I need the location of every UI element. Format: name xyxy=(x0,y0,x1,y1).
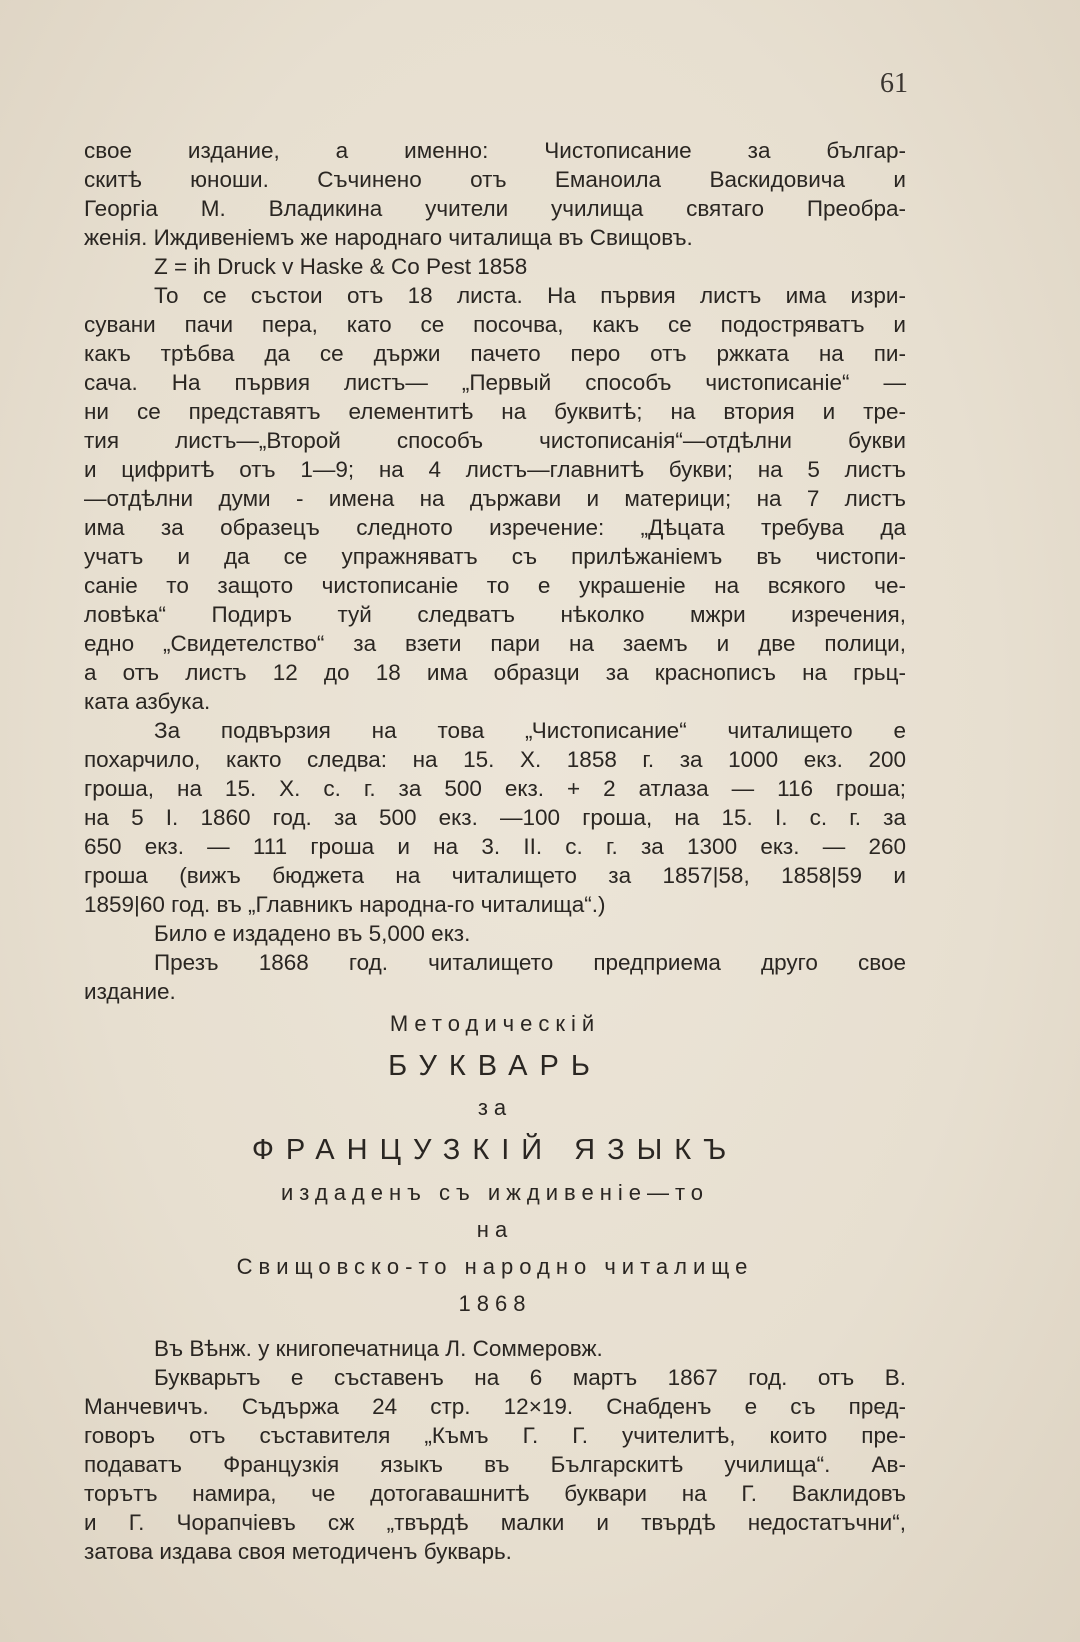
book-title-main: ФРАНЦУЗКІЙ ЯЗЫКЪ xyxy=(251,1134,739,1166)
text-line: Въ Вѣнж. у книгопечатница Л. Соммеровж. xyxy=(154,1336,603,1361)
text-line: свое издание, а именно: Чистописание за българ- xyxy=(84,138,906,163)
text-line: 1859|60 год. въ „Главникъ народна-го читалища“.) xyxy=(84,892,606,917)
text-line: издание. xyxy=(84,979,176,1004)
text-line: учатъ и да се упражняватъ съ прилѣжаніемъ въ чистопи- xyxy=(84,544,906,569)
text-line: и цифритѣ отъ 1—9; на 4 листъ—главнитѣ букви; на 5 листъ xyxy=(84,457,906,482)
page-number: 61 xyxy=(880,68,908,99)
text-line: какъ трѣбва да се държи пачето перо отъ ржката на пи- xyxy=(84,341,906,366)
book-title-line: Методическій xyxy=(389,1011,601,1036)
text-line: За подвързия на това „Чистописание“ читалището е xyxy=(154,718,906,743)
text-line: едно „Свидетелство“ за взети пари на заемъ и две полици, xyxy=(84,631,906,656)
book-title-line: за xyxy=(477,1095,513,1120)
book-title-line: издаденъ съ иждивеніе—то xyxy=(280,1180,710,1205)
text-line: Манчевичъ. Съдържа 24 стр. 12×19. Снабденъ е съ пред- xyxy=(84,1394,906,1419)
text-line: тия листъ—„Второй способъ чистописанія“—отдѣлни букви xyxy=(84,428,906,453)
text-line: гроша (вижъ бюджета на читалището за 1857|58, 1858|59 и xyxy=(84,863,906,888)
text-line: саніе то защото чистописаніе то е украшеніе на всякого че- xyxy=(84,573,906,598)
text-line: торътъ намира, че дотогавашнитѣ буквари на Г. Ваклидовъ xyxy=(84,1481,906,1506)
text-line: гроша, на 15. X. с. г. за 500 екз. + 2 атлаза — 116 гроша; xyxy=(84,776,906,801)
book-title-line: Свищовско-то народно читалище xyxy=(236,1254,754,1279)
text-line: Букварьтъ е съставенъ на 6 мартъ 1867 год. отъ В. xyxy=(154,1365,906,1390)
book-title-main: БУКВАРЬ xyxy=(388,1050,602,1082)
text-line: сувани пачи пера, като се посочва, какъ се подостряватъ и xyxy=(84,312,906,337)
text-line: има за образецъ следното изречение: „Дѣцата требува да xyxy=(84,515,906,540)
book-title-line: на xyxy=(476,1217,514,1242)
page-text xyxy=(84,136,906,1566)
text-line: Презъ 1868 год. читалището предприема друго свое xyxy=(154,950,906,975)
text-line: похарчило, както следва: на 15. X. 1858 г. за 1000 екз. 200 xyxy=(84,747,906,772)
text-line: а отъ листъ 12 до 18 има образци за краснописъ на грьц- xyxy=(84,660,906,685)
text-line: подаватъ Французкія языкъ въ Българскитѣ училища“. Ав- xyxy=(84,1452,906,1477)
text-line: ни се представятъ елементитѣ на буквитѣ; на втория и тре- xyxy=(84,399,906,424)
text-line: женія. Иждивеніемъ же народнаго читалища въ Свищовъ. xyxy=(84,225,693,250)
text-line: затова издава своя методиченъ букварь. xyxy=(84,1539,512,1564)
text-line: То се състои отъ 18 листа. На първия листъ има изри- xyxy=(154,283,906,308)
text-line: говоръ отъ съставителя „Къмъ Г. Г. учителитѣ, които пре- xyxy=(84,1423,906,1448)
text-line: ката азбука. xyxy=(84,689,211,714)
text-line: на 5 I. 1860 год. за 500 екз. —100 гроша, на 15. I. с. г. за xyxy=(84,805,906,830)
text-line: и Г. Чорапчіевъ сж „твърдѣ малки и твърдѣ недостатъчни“, xyxy=(84,1510,906,1535)
book-title-year: 1868 xyxy=(458,1291,532,1316)
text-line: ловѣка“ Подиръ туй следватъ нѣколко мжри изречения, xyxy=(84,602,906,627)
text-line: —отдѣлни думи - имена на държави и материци; на 7 листъ xyxy=(84,486,906,511)
printer-imprint: Z = ih Druck v Haske & Co Pest 1858 xyxy=(154,254,528,279)
text-line: скитѣ юноши. Съчинено отъ Еманоила Васкидовича и xyxy=(84,167,906,192)
text-line: 650 екз. — 111 гроша и на 3. II. с. г. за 1300 екз. — 260 xyxy=(84,834,906,859)
text-line: Георгіа М. Владикина учители училища святаго Преобра- xyxy=(84,196,906,221)
text-line: Било е издадено въ 5,000 екз. xyxy=(154,921,471,946)
text-line: сача. На първия листъ— „Первый способъ чистописаніе“ — xyxy=(84,370,906,395)
